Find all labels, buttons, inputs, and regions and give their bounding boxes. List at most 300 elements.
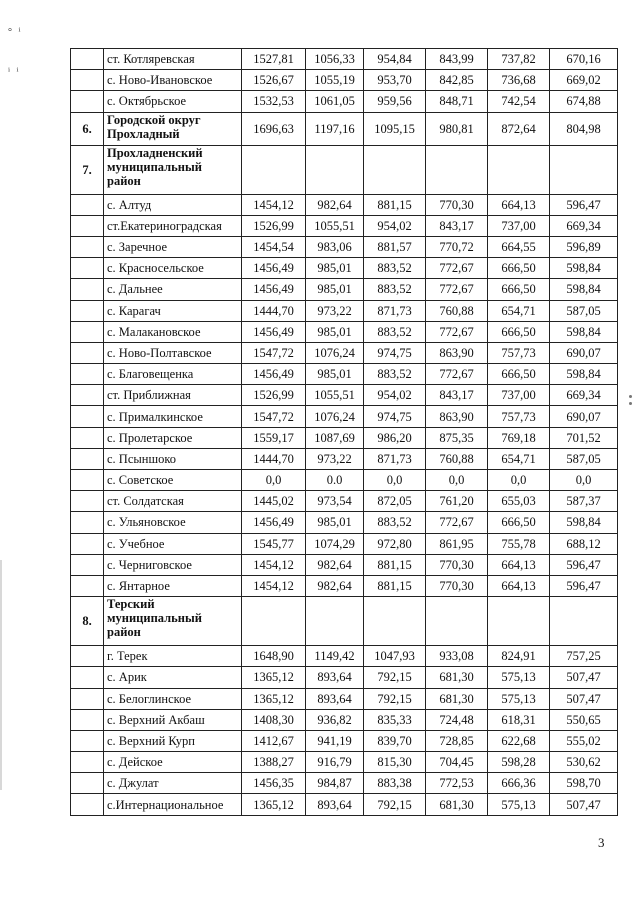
value-cell: 674,88	[550, 91, 618, 112]
row-number-cell	[71, 385, 104, 406]
scan-edge-line	[0, 560, 2, 790]
value-cell: 792,15	[364, 794, 426, 815]
value-cell: 916,79	[306, 752, 364, 773]
value-cell: 1526,99	[242, 215, 306, 236]
row-number-cell	[71, 730, 104, 751]
value-cell: 863,90	[426, 406, 488, 427]
table-row	[71, 364, 618, 385]
value-cell: 757,73	[488, 406, 550, 427]
value-cell: 871,73	[364, 300, 426, 321]
row-number-cell	[71, 321, 104, 342]
row-number-cell	[71, 773, 104, 794]
locality-name-cell: с. Ново-Полтавское	[104, 342, 242, 363]
value-cell: 550,65	[550, 709, 618, 730]
value-cell: 596,47	[550, 575, 618, 596]
table-row	[71, 773, 618, 794]
table-row	[71, 49, 618, 70]
table-row	[71, 279, 618, 300]
value-cell: 1456,35	[242, 773, 306, 794]
value-cell: 1547,72	[242, 406, 306, 427]
value-cell: 724,48	[426, 709, 488, 730]
value-cell: 770,30	[426, 554, 488, 575]
value-cell: 669,02	[550, 70, 618, 91]
value-cell: 742,54	[488, 91, 550, 112]
value-cell: 982,64	[306, 194, 364, 215]
tariff-table	[70, 48, 618, 816]
locality-name-cell: с. Арик	[104, 667, 242, 688]
value-cell: 883,52	[364, 258, 426, 279]
locality-name-cell: с. Псыншоко	[104, 448, 242, 469]
value-cell: 736,68	[488, 70, 550, 91]
value-cell: 835,33	[364, 709, 426, 730]
row-number-cell	[71, 575, 104, 596]
table-row	[71, 91, 618, 112]
locality-name-cell: г. Терек	[104, 646, 242, 667]
value-cell: 843,99	[426, 49, 488, 70]
value-cell: 881,15	[364, 575, 426, 596]
value-cell	[364, 597, 426, 646]
page-number: 3	[598, 835, 605, 850]
value-cell	[242, 145, 306, 194]
value-cell: 883,52	[364, 279, 426, 300]
value-cell: 690,07	[550, 406, 618, 427]
value-cell	[306, 597, 364, 646]
value-cell: 881,15	[364, 554, 426, 575]
value-cell: 872,05	[364, 491, 426, 512]
value-cell: 670,16	[550, 49, 618, 70]
table-row	[71, 688, 618, 709]
value-cell: 986,20	[364, 427, 426, 448]
table-row	[71, 470, 618, 491]
value-cell: 973,54	[306, 491, 364, 512]
value-cell: 598,70	[550, 773, 618, 794]
table-body	[71, 49, 618, 816]
row-number-cell	[71, 448, 104, 469]
value-cell: 770,30	[426, 575, 488, 596]
row-number-cell	[71, 794, 104, 815]
value-cell: 985,01	[306, 279, 364, 300]
row-number-cell	[71, 554, 104, 575]
value-cell: 0,0	[550, 470, 618, 491]
locality-name-cell: с. Дальнее	[104, 279, 242, 300]
value-cell: 872,64	[488, 112, 550, 145]
row-number-cell: 6.	[71, 112, 104, 145]
value-cell: 760,88	[426, 448, 488, 469]
value-cell: 954,84	[364, 49, 426, 70]
row-number-cell	[71, 279, 104, 300]
value-cell: 1149,42	[306, 646, 364, 667]
value-cell: 1055,19	[306, 70, 364, 91]
row-number-cell: 7.	[71, 145, 104, 194]
value-cell: 587,05	[550, 448, 618, 469]
value-cell: 1526,99	[242, 385, 306, 406]
value-cell: 863,90	[426, 342, 488, 363]
value-cell: 1454,54	[242, 236, 306, 257]
row-number-cell	[71, 406, 104, 427]
value-cell	[306, 145, 364, 194]
value-cell: 772,67	[426, 364, 488, 385]
value-cell: 596,47	[550, 554, 618, 575]
value-cell: 984,87	[306, 773, 364, 794]
row-number-cell	[71, 300, 104, 321]
section-name-cell: Городской округ Прохладный	[104, 112, 242, 145]
row-number-cell	[71, 194, 104, 215]
locality-name-cell: ст. Солдатская	[104, 491, 242, 512]
value-cell: 954,02	[364, 385, 426, 406]
value-cell	[364, 145, 426, 194]
value-cell: 737,00	[488, 385, 550, 406]
value-cell: 985,01	[306, 258, 364, 279]
value-cell: 871,73	[364, 448, 426, 469]
row-number-cell	[71, 91, 104, 112]
row-number-cell	[71, 215, 104, 236]
value-cell: 1648,90	[242, 646, 306, 667]
value-cell: 959,56	[364, 91, 426, 112]
value-cell: 575,13	[488, 794, 550, 815]
value-cell: 654,71	[488, 448, 550, 469]
value-cell: 701,52	[550, 427, 618, 448]
value-cell: 669,34	[550, 385, 618, 406]
value-cell: 1056,33	[306, 49, 364, 70]
value-cell: 982,64	[306, 575, 364, 596]
value-cell: 0,0	[364, 470, 426, 491]
table-row	[71, 709, 618, 730]
locality-name-cell: с. Дейское	[104, 752, 242, 773]
value-cell: 772,67	[426, 321, 488, 342]
row-number-cell	[71, 491, 104, 512]
value-cell: 1388,27	[242, 752, 306, 773]
value-cell: 804,98	[550, 112, 618, 145]
table-row	[71, 533, 618, 554]
value-cell: 596,89	[550, 236, 618, 257]
table-row	[71, 512, 618, 533]
row-number-cell	[71, 646, 104, 667]
row-number-cell	[71, 236, 104, 257]
value-cell: 681,30	[426, 794, 488, 815]
value-cell: 664,55	[488, 236, 550, 257]
value-cell: 875,35	[426, 427, 488, 448]
value-cell: 936,82	[306, 709, 364, 730]
value-cell: 664,13	[488, 575, 550, 596]
value-cell: 598,28	[488, 752, 550, 773]
row-number-cell	[71, 364, 104, 385]
value-cell: 664,13	[488, 194, 550, 215]
table-row	[71, 667, 618, 688]
value-cell: 769,18	[488, 427, 550, 448]
value-cell: 1047,93	[364, 646, 426, 667]
value-cell: 760,88	[426, 300, 488, 321]
value-cell: 1454,12	[242, 575, 306, 596]
value-cell: 770,30	[426, 194, 488, 215]
value-cell: 688,12	[550, 533, 618, 554]
locality-name-cell: с. Алтуд	[104, 194, 242, 215]
row-number-cell	[71, 470, 104, 491]
value-cell: 881,57	[364, 236, 426, 257]
row-number-cell	[71, 667, 104, 688]
locality-name-cell: с. Верхний Курп	[104, 730, 242, 751]
value-cell: 1454,12	[242, 554, 306, 575]
value-cell: 1095,15	[364, 112, 426, 145]
table-row	[71, 491, 618, 512]
value-cell: 973,22	[306, 448, 364, 469]
value-cell: 883,52	[364, 321, 426, 342]
value-cell: 893,64	[306, 667, 364, 688]
value-cell: 839,70	[364, 730, 426, 751]
table-row	[71, 300, 618, 321]
value-cell: 755,78	[488, 533, 550, 554]
value-cell: 941,19	[306, 730, 364, 751]
row-number-cell	[71, 752, 104, 773]
value-cell: 772,67	[426, 279, 488, 300]
value-cell	[488, 145, 550, 194]
row-number-cell	[71, 688, 104, 709]
value-cell: 666,50	[488, 512, 550, 533]
value-cell: 824,91	[488, 646, 550, 667]
value-cell: 985,01	[306, 321, 364, 342]
value-cell: 728,85	[426, 730, 488, 751]
row-number-cell	[71, 427, 104, 448]
locality-name-cell: ст. Котляревская	[104, 49, 242, 70]
value-cell: 1444,70	[242, 448, 306, 469]
value-cell: 757,25	[550, 646, 618, 667]
value-cell: 1456,49	[242, 258, 306, 279]
table-row	[71, 752, 618, 773]
value-cell	[550, 145, 618, 194]
locality-name-cell: ст. Приближная	[104, 385, 242, 406]
locality-name-cell: с. Прималкинское	[104, 406, 242, 427]
value-cell: 843,17	[426, 385, 488, 406]
value-cell: 681,30	[426, 688, 488, 709]
value-cell: 737,00	[488, 215, 550, 236]
row-number-cell	[71, 258, 104, 279]
table-row	[71, 448, 618, 469]
locality-name-cell: с. Белоглинское	[104, 688, 242, 709]
value-cell: 974,75	[364, 406, 426, 427]
table-row	[71, 236, 618, 257]
value-cell: 507,47	[550, 667, 618, 688]
value-cell: 1559,17	[242, 427, 306, 448]
value-cell: 1456,49	[242, 279, 306, 300]
value-cell	[550, 597, 618, 646]
locality-name-cell: с. Благовещенка	[104, 364, 242, 385]
value-cell: 848,71	[426, 91, 488, 112]
value-cell: 1444,70	[242, 300, 306, 321]
value-cell: 883,52	[364, 512, 426, 533]
value-cell	[426, 145, 488, 194]
value-cell: 737,82	[488, 49, 550, 70]
value-cell: 933,08	[426, 646, 488, 667]
locality-name-cell: с. Джулат	[104, 773, 242, 794]
value-cell: 598,84	[550, 258, 618, 279]
value-cell: 598,84	[550, 279, 618, 300]
value-cell: 587,05	[550, 300, 618, 321]
value-cell: 1545,77	[242, 533, 306, 554]
value-cell: 1076,24	[306, 342, 364, 363]
value-cell: 772,67	[426, 512, 488, 533]
value-cell: 772,53	[426, 773, 488, 794]
value-cell: 883,52	[364, 364, 426, 385]
value-cell: 1526,67	[242, 70, 306, 91]
value-cell: 690,07	[550, 342, 618, 363]
locality-name-cell: с. Пролетарское	[104, 427, 242, 448]
value-cell: 982,64	[306, 554, 364, 575]
section-name-cell: Прохладненский муниципальный район	[104, 145, 242, 194]
value-cell: 530,62	[550, 752, 618, 773]
value-cell: 1456,49	[242, 364, 306, 385]
value-cell: 507,47	[550, 688, 618, 709]
table-row	[71, 427, 618, 448]
section-header-row	[71, 597, 618, 646]
value-cell: 666,50	[488, 258, 550, 279]
value-cell: 985,01	[306, 512, 364, 533]
value-cell: 681,30	[426, 667, 488, 688]
value-cell: 973,22	[306, 300, 364, 321]
locality-name-cell: с. Верхний Акбаш	[104, 709, 242, 730]
table-row	[71, 646, 618, 667]
table-row	[71, 258, 618, 279]
table-row	[71, 730, 618, 751]
value-cell: 666,50	[488, 279, 550, 300]
value-cell: 555,02	[550, 730, 618, 751]
margin-mark: ⁱ ⁱ	[8, 67, 21, 78]
value-cell: 666,50	[488, 321, 550, 342]
locality-name-cell: с. Карагач	[104, 300, 242, 321]
value-cell: 618,31	[488, 709, 550, 730]
value-cell: 1074,29	[306, 533, 364, 554]
value-cell: 654,71	[488, 300, 550, 321]
table-row	[71, 385, 618, 406]
value-cell: 881,15	[364, 194, 426, 215]
table-row	[71, 70, 618, 91]
value-cell: 893,64	[306, 688, 364, 709]
table-row	[71, 554, 618, 575]
value-cell: 792,15	[364, 688, 426, 709]
value-cell: 1076,24	[306, 406, 364, 427]
table-row	[71, 215, 618, 236]
value-cell	[488, 597, 550, 646]
value-cell: 861,95	[426, 533, 488, 554]
value-cell: 980,81	[426, 112, 488, 145]
value-cell	[242, 597, 306, 646]
table-row	[71, 194, 618, 215]
value-cell: 587,37	[550, 491, 618, 512]
value-cell: 669,34	[550, 215, 618, 236]
value-cell: 1547,72	[242, 342, 306, 363]
section-name-cell: Терский муниципальный район	[104, 597, 242, 646]
row-number-cell: 8.	[71, 597, 104, 646]
value-cell: 507,47	[550, 794, 618, 815]
value-cell: 953,70	[364, 70, 426, 91]
section-header-row	[71, 112, 618, 145]
value-cell: 598,84	[550, 364, 618, 385]
value-cell: 666,50	[488, 364, 550, 385]
value-cell: 0,0	[488, 470, 550, 491]
value-cell: 1696,63	[242, 112, 306, 145]
value-cell: 770,72	[426, 236, 488, 257]
value-cell: 655,03	[488, 491, 550, 512]
locality-name-cell: с. Учебное	[104, 533, 242, 554]
section-header-row	[71, 145, 618, 194]
value-cell: 0.0	[306, 470, 364, 491]
value-cell: 0,0	[426, 470, 488, 491]
table-row	[71, 575, 618, 596]
value-cell: 1456,49	[242, 321, 306, 342]
value-cell: 792,15	[364, 667, 426, 688]
value-cell: 772,67	[426, 258, 488, 279]
table-row	[71, 321, 618, 342]
value-cell: 666,36	[488, 773, 550, 794]
locality-name-cell: с. Ульяновское	[104, 512, 242, 533]
margin-mark: ° ⁱ	[8, 27, 23, 38]
locality-name-cell: с. Ново-Ивановское	[104, 70, 242, 91]
value-cell: 893,64	[306, 794, 364, 815]
value-cell	[426, 597, 488, 646]
value-cell: 1454,12	[242, 194, 306, 215]
value-cell: 596,47	[550, 194, 618, 215]
table-row	[71, 342, 618, 363]
value-cell: 1087,69	[306, 427, 364, 448]
locality-name-cell: с.Интернациональное	[104, 794, 242, 815]
margin-marks	[8, 28, 23, 108]
table-row	[71, 406, 618, 427]
locality-name-cell: с. Октябрьское	[104, 91, 242, 112]
locality-name-cell: с. Черниговское	[104, 554, 242, 575]
value-cell: 1445,02	[242, 491, 306, 512]
row-number-cell	[71, 49, 104, 70]
value-cell: 761,20	[426, 491, 488, 512]
table-row	[71, 794, 618, 815]
value-cell: 598,84	[550, 321, 618, 342]
value-cell: 575,13	[488, 667, 550, 688]
value-cell: 843,17	[426, 215, 488, 236]
row-number-cell	[71, 342, 104, 363]
row-number-cell	[71, 533, 104, 554]
locality-name-cell: ст.Екатериноградская	[104, 215, 242, 236]
value-cell: 954,02	[364, 215, 426, 236]
value-cell: 883,38	[364, 773, 426, 794]
value-cell: 1527,81	[242, 49, 306, 70]
value-cell: 842,85	[426, 70, 488, 91]
row-number-cell	[71, 70, 104, 91]
value-cell: 983,06	[306, 236, 364, 257]
value-cell: 972,80	[364, 533, 426, 554]
value-cell: 1365,12	[242, 667, 306, 688]
value-cell: 1061,05	[306, 91, 364, 112]
value-cell: 985,01	[306, 364, 364, 385]
value-cell: 1197,16	[306, 112, 364, 145]
locality-name-cell: с. Малакановское	[104, 321, 242, 342]
value-cell: 622,68	[488, 730, 550, 751]
value-cell: 1055,51	[306, 385, 364, 406]
locality-name-cell: с. Советское	[104, 470, 242, 491]
value-cell: 974,75	[364, 342, 426, 363]
row-number-cell	[71, 709, 104, 730]
scan-dot	[629, 395, 632, 398]
row-number-cell	[71, 512, 104, 533]
value-cell: 815,30	[364, 752, 426, 773]
value-cell: 757,73	[488, 342, 550, 363]
value-cell: 704,45	[426, 752, 488, 773]
value-cell: 1456,49	[242, 512, 306, 533]
value-cell: 1365,12	[242, 794, 306, 815]
value-cell: 1412,67	[242, 730, 306, 751]
value-cell: 575,13	[488, 688, 550, 709]
value-cell: 664,13	[488, 554, 550, 575]
scan-dot	[629, 402, 632, 405]
value-cell: 1408,30	[242, 709, 306, 730]
value-cell: 1532,53	[242, 91, 306, 112]
locality-name-cell: с. Янтарное	[104, 575, 242, 596]
